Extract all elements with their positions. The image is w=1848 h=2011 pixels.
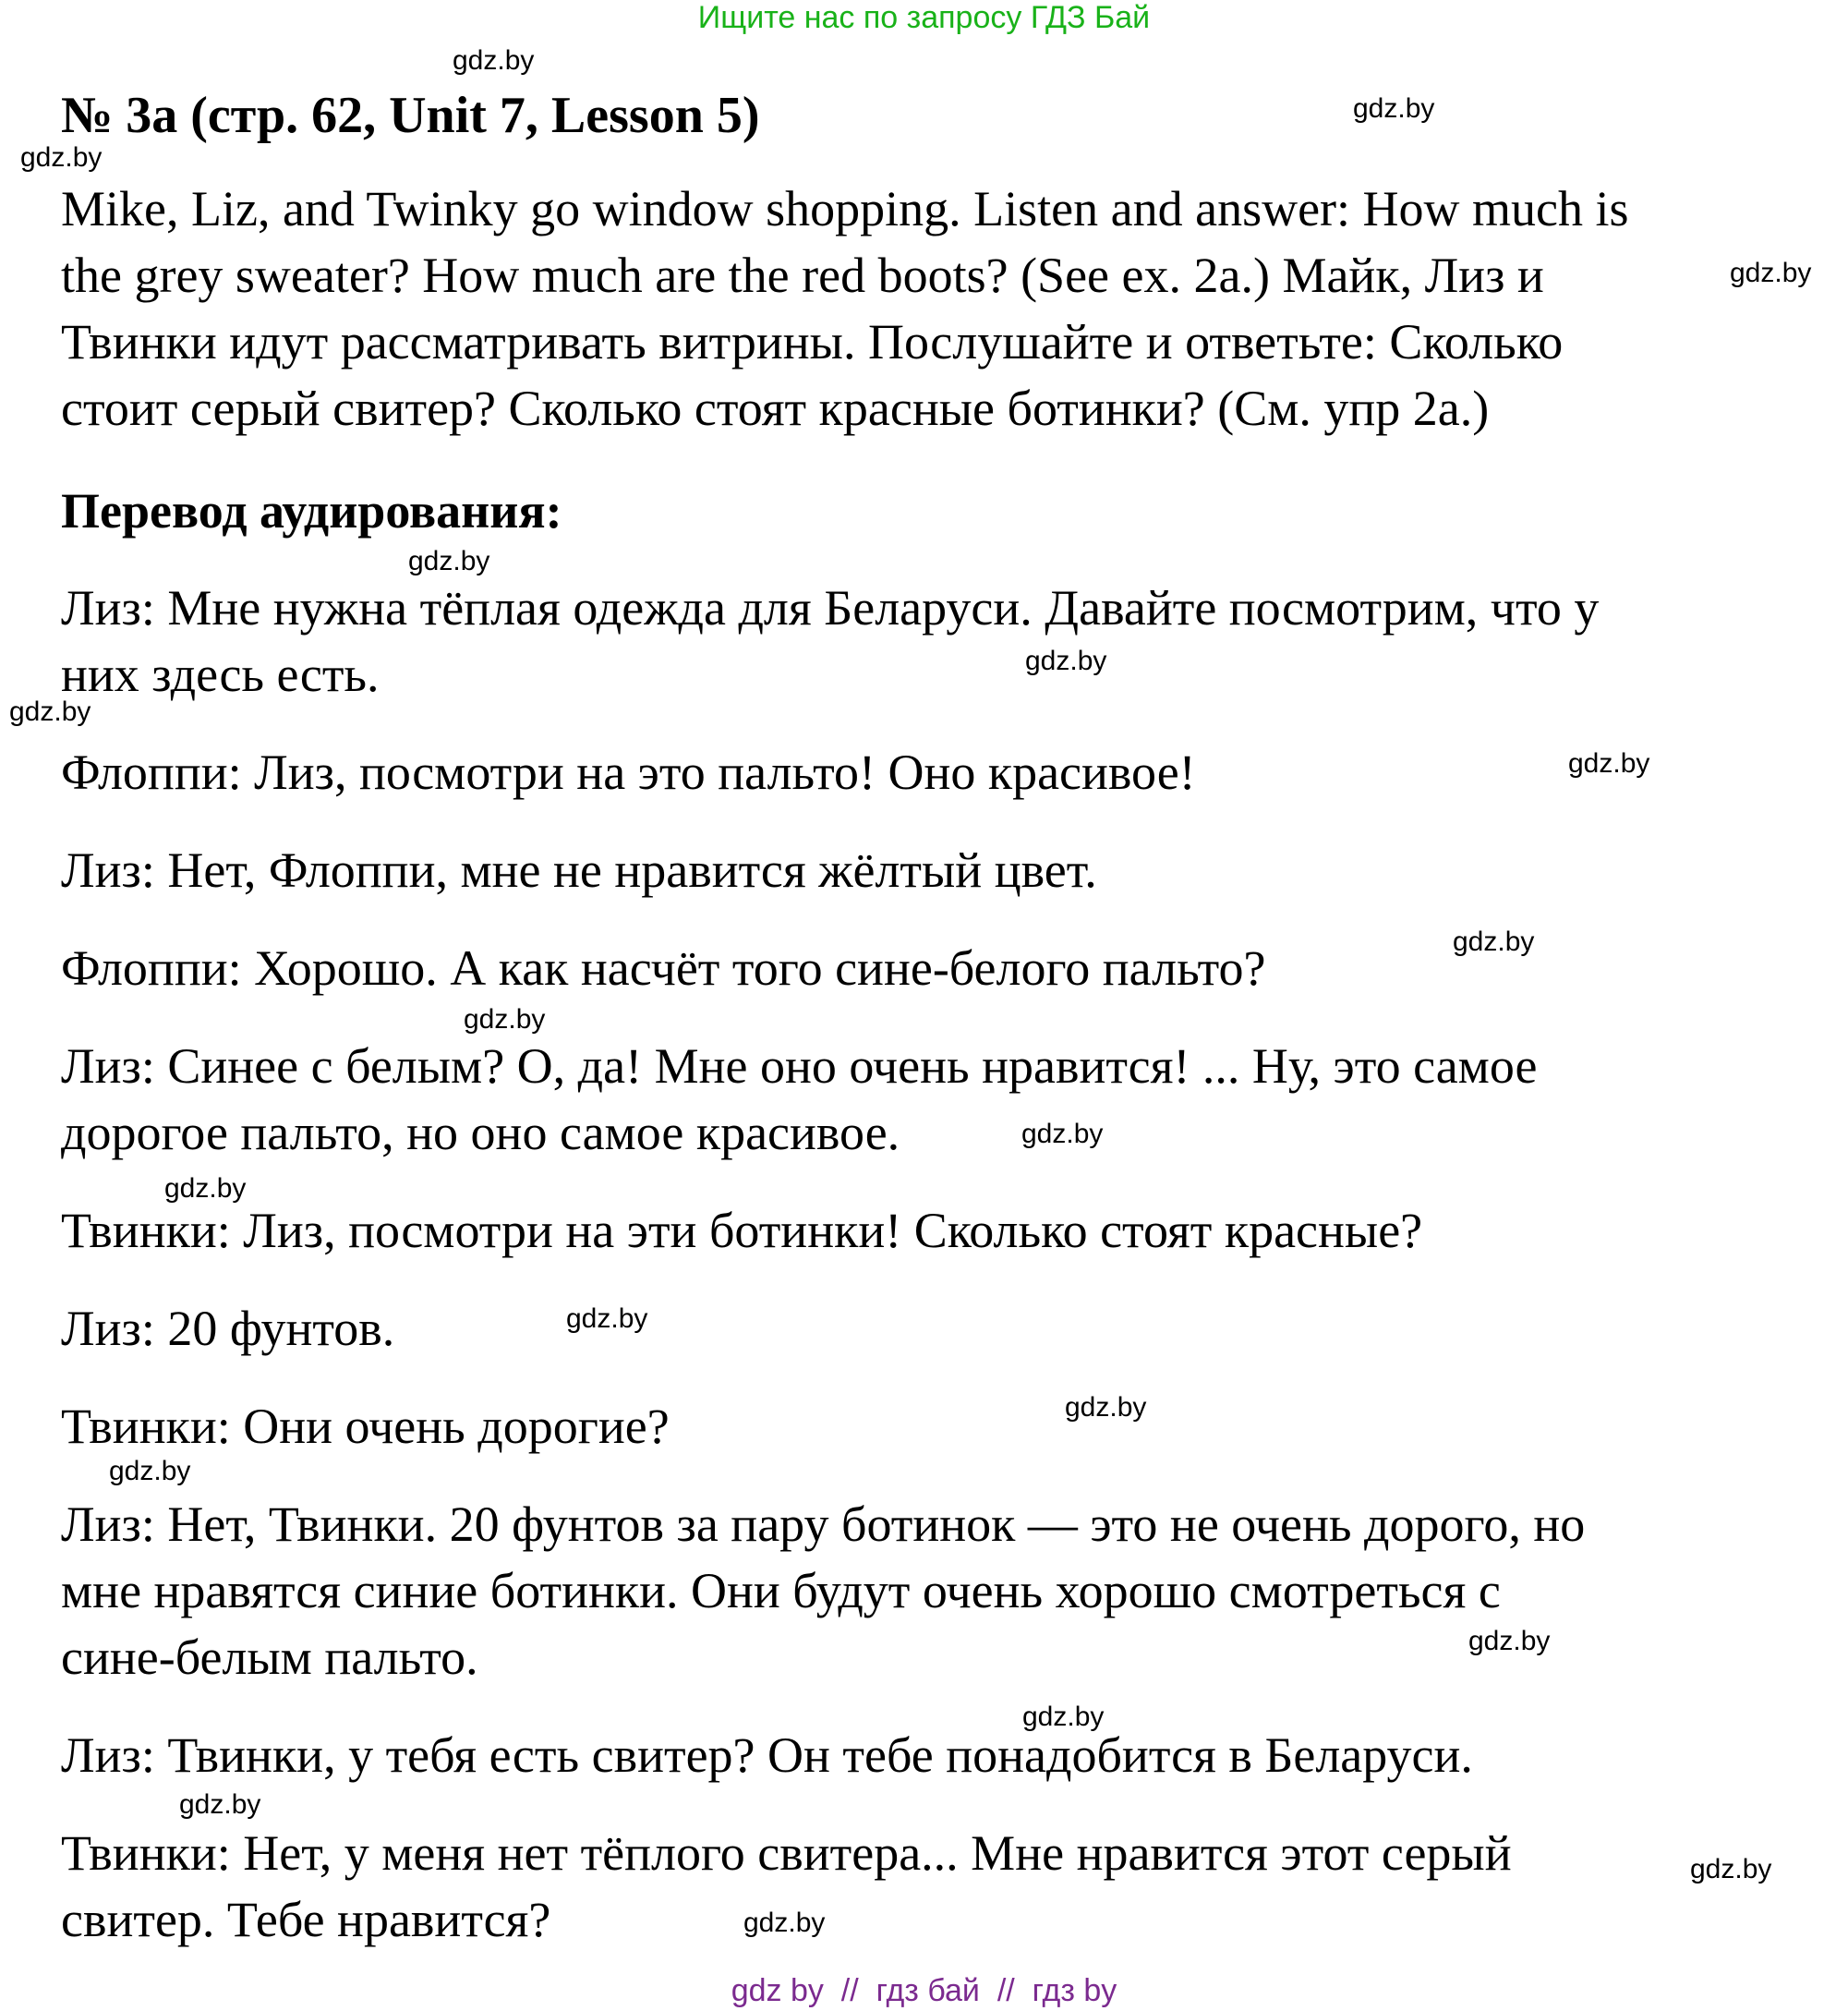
watermark: gdz.by	[1025, 646, 1107, 676]
dialogue-text: Лиз: Мне нужна тёплая одежда для Беларуси. Давайте посмотрим, что у	[61, 580, 1600, 636]
task-line: Твинки идут рассматривать витрины. Послушайте и ответьте: Сколько	[61, 314, 1564, 369]
watermark: gdz.by	[566, 1303, 648, 1334]
top-banner: Ищите нас по запросу ГДЗ Бай	[697, 0, 1151, 35]
dialogue-line	[61, 1197, 1422, 1264]
watermark: gdz.by	[1353, 93, 1435, 124]
watermark: gdz.by	[20, 142, 103, 173]
dialogue-text: свитер. Тебе нравится?	[61, 1892, 551, 1947]
footer-links: gdz by // гдз бай // гдз by	[731, 1973, 1117, 2008]
dialogue-text: Лиз: Твинки, у тебя есть свитер? Он тебе понадобится в Беларуси.	[61, 1727, 1473, 1783]
section-heading: Перевод аудирования:	[61, 483, 562, 539]
dialogue-text: Флоппи: Лиз, посмотри на это пальто! Оно красивое!	[61, 745, 1196, 800]
watermark: gdz.by	[1453, 927, 1535, 957]
dialogue-line	[61, 837, 1097, 903]
watermark: gdz.by	[179, 1789, 261, 1820]
dialogue-text: Лиз: Нет, Твинки. 20 фунтов за пару ботинок — это не очень дорого, но	[61, 1496, 1586, 1552]
dialogue-line	[61, 739, 1196, 806]
dialogue-text: сине-белым пальто.	[61, 1629, 478, 1685]
dialogue-text: Лиз: 20 фунтов.	[61, 1301, 395, 1356]
watermark: gdz.by	[9, 697, 91, 727]
watermark: gdz.by	[164, 1173, 247, 1204]
dialogue-text: Лиз: Синее с белым? О, да! Мне оно очень нравится! ... Ну, это самое	[61, 1038, 1538, 1094]
dialogue-text: дорогое пальто, но оно самое красивое.	[61, 1105, 900, 1160]
watermark: gdz.by	[1568, 748, 1650, 779]
dialogue-text: Лиз: Нет, Флоппи, мне не нравится жёлтый цвет.	[61, 842, 1097, 898]
watermark: gdz.by	[464, 1004, 546, 1035]
watermark: gdz.by	[453, 45, 535, 76]
watermark: gdz.by	[408, 546, 490, 576]
watermark: gdz.by	[1730, 258, 1812, 288]
dialogue-line	[61, 935, 1266, 1001]
dialogue-text: Твинки: Нет, у меня нет тёплого свитера... Мне нравится этот серый	[61, 1825, 1512, 1881]
dialogue-line	[61, 1491, 1585, 1690]
dialogue-text: Твинки: Лиз, посмотри на эти ботинки! Сколько стоят красные?	[61, 1203, 1423, 1258]
dialogue-line	[61, 1722, 1473, 1788]
dialogue-line	[61, 575, 1599, 708]
task-text	[61, 176, 1629, 442]
task-line: Mike, Liz, and Twinky go window shopping. Listen and answer: How much is	[61, 181, 1629, 236]
dialogue-line	[61, 1393, 670, 1460]
watermark: gdz.by	[1065, 1392, 1147, 1423]
watermark: gdz.by	[109, 1456, 191, 1486]
dialogue-text: них здесь есть.	[61, 647, 380, 702]
task-line: стоит серый свитер? Сколько стоят красные ботинки? (См. упр 2а.)	[61, 381, 1490, 436]
task-line: the grey sweater? How much are the red boots? (See ex. 2a.) Майк, Лиз и	[61, 248, 1544, 303]
watermark: gdz.by	[1690, 1854, 1772, 1884]
dialogue-text: мне нравятся синие ботинки. Они будут очень хорошо смотреться с	[61, 1563, 1501, 1618]
watermark: gdz.by	[1468, 1626, 1551, 1656]
dialogue-text: Флоппи: Хорошо. А как насчёт того сине-белого пальто?	[61, 940, 1266, 996]
dialogue-text: Твинки: Они очень дорогие?	[61, 1399, 670, 1454]
watermark: gdz.by	[1022, 1702, 1105, 1732]
dialogue-line	[61, 1295, 394, 1362]
watermark: gdz.by	[1021, 1119, 1104, 1149]
exercise-title: № 3а (стр. 62, Unit 7, Lesson 5)	[61, 87, 760, 144]
watermark: gdz.by	[743, 1908, 826, 1938]
dialogue-line	[61, 1033, 1537, 1166]
